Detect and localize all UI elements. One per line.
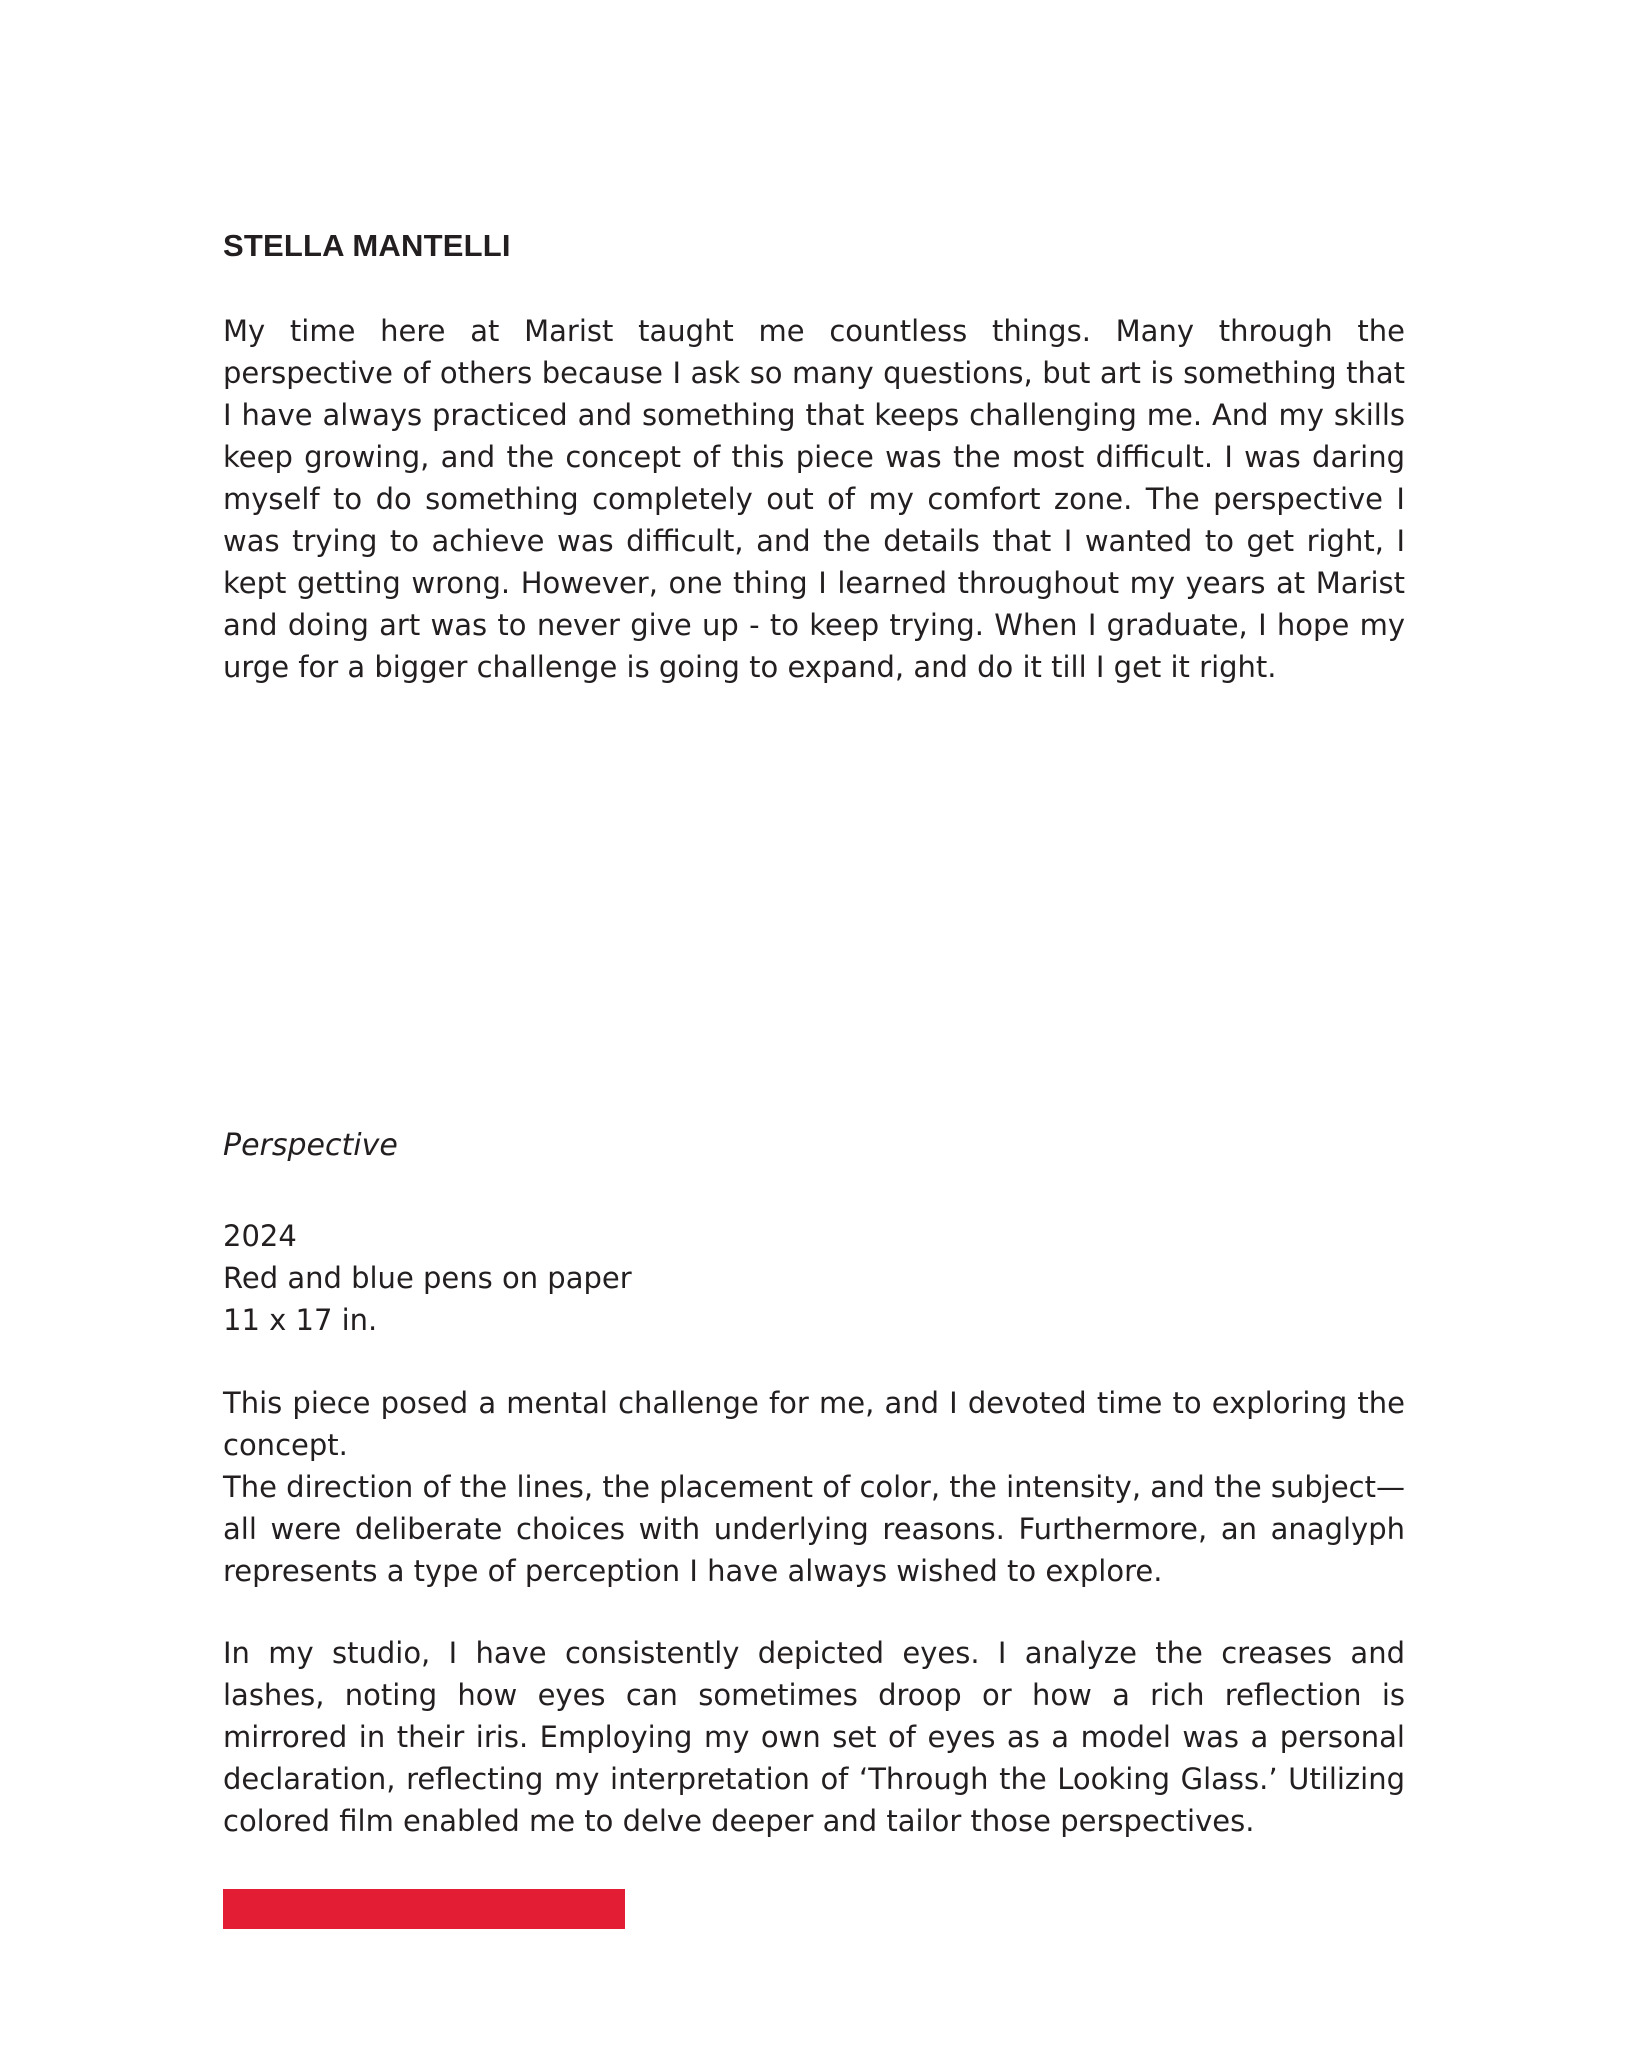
artist-statement: My time here at Marist taught me countless things. Many through the perspective of others because I ask so many questions, but art is something that I have always practiced and something that keeps challenging me. And my skills keep growing, and the concept of this piece was the most difficult. I was daring myself to do something completely out of my comfort zone. The perspective I was trying to achieve was difficult, and the details that I wanted to get right, I kept getting wrong. However, one thing I learned throughout my years at Marist and doing art was to never give up - to keep trying. When I graduate, I hope my urge for a bigger challenge is going to expand, and do it till I get it right.: [223, 314, 1405, 684]
artwork-year: 2024: [223, 1219, 297, 1253]
artist-name: STELLA MANTELLI: [223, 228, 511, 263]
red-accent-bar: [223, 1889, 625, 1929]
artwork-description-1: [223, 1382, 1405, 1592]
description-line-2: The direction of the lines, the placement of color, the intensity, and the subject—all were deliberate choices with underlying reasons. Furthermore, an anaglyph represents a type of perception I have always wished to explore.: [223, 1470, 1405, 1588]
artwork-medium: Red and blue pens on paper: [223, 1261, 632, 1295]
artwork-description-2: In my studio, I have consistently depicted eyes. I analyze the creases and lashes, noting how eyes can sometimes droop or how a rich reflection is mirrored in their iris. Employing my own set of eyes as a model was a personal declaration, reflecting my interpretation of ‘Through the Looking Glass.’ Utilizing colored film enabled me to delve deeper and tailor those perspectives.: [223, 1636, 1405, 1838]
artwork-title: Perspective: [223, 1128, 398, 1163]
artwork-dimensions: 11 x 17 in.: [223, 1303, 378, 1337]
description-line-1: This piece posed a mental challenge for me, and I devoted time to exploring the concept.: [223, 1386, 1405, 1462]
artwork-details: [223, 1215, 632, 1341]
